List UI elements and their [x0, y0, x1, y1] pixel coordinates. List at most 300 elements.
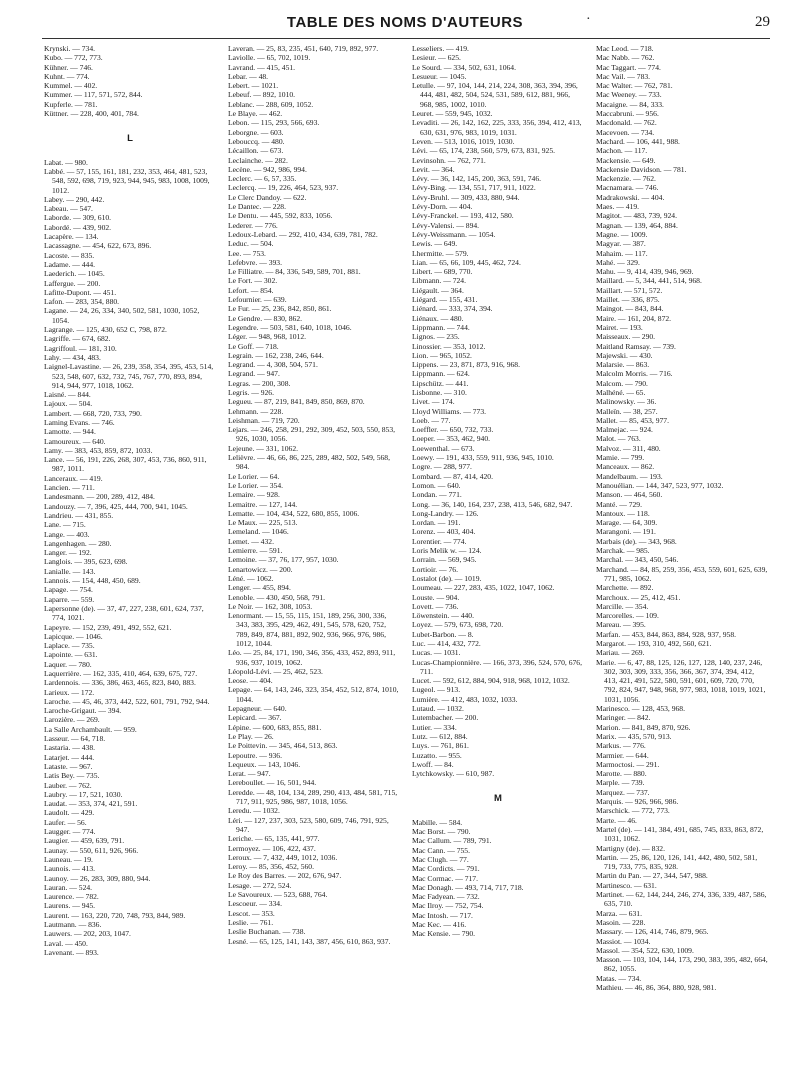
index-entry: Lhermitte. — 579.	[412, 248, 469, 258]
index-entry: Lastaria. — 438.	[44, 743, 96, 753]
index-entry: Lataste. — 967.	[44, 761, 93, 771]
index-entry: Loeffler. — 650, 732, 733.	[412, 425, 494, 435]
index-entry: Kummer. — 117, 571, 572, 844.	[44, 90, 143, 100]
index-entry: Marschick. — 772, 773.	[596, 806, 670, 816]
index-entry: Mac Callum. — 789, 791.	[412, 836, 492, 846]
index-entry: Lion. — 965, 1052.	[412, 350, 472, 360]
index-entry: Laugger. — 774.	[44, 827, 96, 837]
index-entry: Langenhagen. — 280.	[44, 538, 112, 548]
index-entry: Lévi. — 65, 174, 238, 560, 579, 673, 831, 925.	[412, 146, 556, 156]
index-entry: Marchand. — 84, 85, 259, 356, 453, 559, 601, 625, 639, 771, 985, 1062.	[596, 564, 768, 583]
index-entry: Lemaitre. — 127, 144.	[228, 499, 298, 509]
index-entry: Marte. — 46.	[596, 815, 637, 825]
index-entry: Kuhnt. — 774.	[44, 71, 90, 81]
index-entry: Lerat. — 947.	[228, 769, 271, 779]
index-entry: Massary. — 126, 414, 746, 879, 965.	[596, 927, 709, 937]
index-entry: Lequeux. — 143, 1046.	[228, 759, 301, 769]
index-entry: Lévy. — 36, 142, 145, 200, 363, 591, 746.	[412, 174, 542, 184]
index-entry: Maillart. — 571, 572.	[596, 285, 663, 295]
index-entry: Lamy. — 383, 453, 859, 872, 1033.	[44, 445, 153, 455]
index-entry: Mac Kensie. — 790.	[412, 929, 476, 939]
index-entry: Magitot. — 483, 739, 924.	[596, 211, 677, 221]
index-entry: Labat. — 980.	[44, 157, 88, 167]
index-entry: Laval. — 450.	[44, 938, 88, 948]
index-entry: Labeau. — 547.	[44, 204, 93, 214]
index-entry: Lambert. — 668, 720, 733, 790.	[44, 408, 142, 418]
index-entry: Lemoine. — 37, 76, 177, 957, 1030.	[228, 555, 339, 565]
index-columns	[44, 44, 772, 1074]
index-entry: Lewis. — 649.	[412, 239, 458, 249]
index-entry: Lapointe. — 631.	[44, 650, 98, 660]
index-entry: Lucas. — 1031.	[412, 648, 461, 658]
index-entry: Kupferle. — 781.	[44, 99, 98, 109]
index-entry: Martinet. — 62, 144, 244, 246, 274, 336, 339, 487, 586, 635, 710.	[596, 890, 767, 909]
index-entry: Lenartowicz. — 200.	[228, 564, 293, 574]
index-entry: Libmann. — 724.	[412, 276, 466, 286]
index-entry: Lebouccq. — 480.	[228, 136, 285, 146]
index-entry: Launoy. — 26, 283, 309, 880, 944.	[44, 873, 151, 883]
index-entry: Lesseliers. — 419.	[412, 44, 469, 53]
index-entry: Laborde. — 309, 610.	[44, 213, 112, 223]
index-entry: Marchette. — 892.	[596, 583, 654, 593]
index-entry: Lepoutre. — 936.	[228, 750, 282, 760]
index-entry: Lasseur. — 64, 718.	[44, 734, 106, 744]
index-entry: Lordan. — 191.	[412, 518, 461, 528]
index-entry: Lutz. — 612, 884.	[412, 731, 468, 741]
index-entry: Massiot. — 1034.	[596, 936, 651, 946]
index-entry: Marinesco. — 128, 453, 968.	[596, 704, 686, 714]
index-entry: Lancien. — 711.	[44, 483, 95, 493]
index-entry: Lytchkowsky. — 610, 987.	[412, 769, 495, 779]
index-entry: Lauber. — 762.	[44, 780, 92, 790]
index-entry: Lloyd Williams. — 773.	[412, 406, 487, 416]
index-entry: Lavrand. — 415, 451.	[228, 62, 296, 72]
index-entry: Mac Clugh. — 77.	[412, 854, 469, 864]
index-entry: Laveran. — 25, 83, 235, 451, 640, 719, 892, 977.	[228, 44, 379, 53]
index-entry: Löwenstein. — 440.	[412, 611, 475, 621]
index-entry: Leishman. — 719, 720.	[228, 415, 300, 425]
index-entry: Latis Bey. — 735.	[44, 771, 100, 781]
index-entry: Lesieur. — 625.	[412, 53, 461, 63]
index-entry: Liénard. — 333, 374, 394.	[412, 304, 493, 314]
index-entry: Lévy-Weissmann. — 1054.	[412, 229, 496, 239]
index-entry: Lanceraux. — 419.	[44, 473, 103, 483]
index-entry: Machon. — 117.	[596, 146, 648, 156]
index-entry: Le Maux. — 225, 513.	[228, 518, 298, 528]
index-entry: Martigny (de). — 832.	[596, 843, 665, 853]
index-entry: Lecène. — 942, 986, 994.	[228, 164, 307, 174]
index-entry: Legris. — 926.	[228, 387, 274, 397]
index-entry: Mahaim. — 117.	[596, 248, 648, 258]
index-entry: Ladame. — 444.	[44, 259, 96, 269]
index-entry: Laudat. — 353, 374, 421, 591.	[44, 799, 138, 809]
index-entry: Loeb. — 77.	[412, 415, 451, 425]
index-entry: Marcille. — 354.	[596, 601, 649, 611]
index-entry: Le Poittevin. — 345, 464, 513, 863.	[228, 741, 338, 751]
index-entry: Loris Melik w. — 124.	[412, 546, 482, 556]
index-entry: Lubet-Barbon. — 8.	[412, 629, 474, 639]
index-entry: Le Dentu. — 445, 592, 833, 1056.	[228, 211, 333, 221]
index-entry: Leclerc. — 6, 57, 335.	[228, 174, 297, 184]
index-entry: Le Roy des Barres. — 202, 676, 947.	[228, 871, 342, 881]
index-entry: Lapeyre. — 152, 239, 491, 492, 552, 621.	[44, 622, 172, 632]
index-entry: Lefort. — 854.	[228, 285, 274, 295]
index-entry: Le Clerc Dandoy. — 622.	[228, 192, 307, 202]
index-entry: Laederich. — 1045.	[44, 269, 105, 279]
index-entry: Mahé. — 329.	[596, 257, 640, 267]
index-entry: Lauwers. — 202, 203, 1047.	[44, 929, 131, 939]
index-entry: Lapersonne (de). — 37, 47, 227, 238, 601, 624, 737, 774, 1021.	[44, 603, 204, 623]
index-entry: Lance. — 56, 191, 226, 268, 307, 453, 736, 860, 911, 987, 1011.	[44, 455, 207, 474]
index-entry: Leduc. — 504.	[228, 239, 274, 249]
index-entry: Lematte. — 104, 434, 522, 680, 855, 1006.	[228, 508, 360, 518]
index-entry: Laudolt. — 429.	[44, 808, 95, 818]
index-entry: Lelièvre. — 46, 66, 86, 225, 289, 482, 502, 549, 568, 984.	[228, 453, 390, 472]
index-entry: Marchal. — 343, 450, 546.	[596, 555, 679, 565]
page-number: 29	[755, 14, 770, 30]
index-entry: Liégault. — 364.	[412, 285, 464, 295]
index-entry: Laugier. — 459, 639, 791.	[44, 836, 125, 846]
index-entry: Maccabruni. — 956.	[596, 109, 659, 119]
index-entry: Lwoff. — 84.	[412, 759, 454, 769]
index-entry: Lombard. — 87, 414, 420.	[412, 471, 493, 481]
index-entry: Larozière. — 269.	[44, 715, 100, 725]
index-entry: La Salle Archambault. — 959.	[44, 724, 137, 734]
index-entry: Labordé. — 439, 902.	[44, 222, 112, 232]
index-entry: Luys. — 761, 861.	[412, 741, 469, 751]
index-entry: Lignos. — 235.	[412, 332, 460, 342]
index-entry: Küttner. — 228, 400, 401, 784.	[44, 109, 139, 119]
index-entry: Lippmann. — 744.	[412, 322, 470, 332]
index-entry: Lépine. — 600, 683, 855, 881.	[228, 722, 322, 732]
index-entry: Launeau. — 19.	[44, 854, 93, 864]
index-entry: Logre. — 288, 977.	[412, 462, 472, 472]
index-entry: Lucet. — 592, 612, 884, 904, 918, 968, 1012, 1032.	[412, 676, 570, 686]
index-entry: Maisseaux. — 290.	[596, 332, 656, 342]
index-entry: Lugeol. — 913.	[412, 685, 461, 695]
index-entry: Le Fur. — 25, 236, 842, 850, 861.	[228, 304, 332, 314]
index-entry: Langer. — 192.	[44, 548, 92, 558]
index-entry: Lane. — 715.	[44, 520, 86, 530]
index-entry: Manté. — 729.	[596, 499, 642, 509]
index-entry: Mahu. — 9, 414, 439, 946, 969.	[596, 267, 694, 277]
index-entry: Le Fort. — 302.	[228, 276, 278, 286]
index-entry: Marotte. — 880.	[596, 769, 647, 779]
index-entry: Lemaire. — 928.	[228, 490, 280, 500]
index-entry: Linossier. — 353, 1012.	[412, 341, 486, 351]
index-entry: Maringer. — 842.	[596, 713, 651, 723]
index-entry: Leven. — 513, 1016, 1019, 1030.	[412, 136, 515, 146]
index-entry: Labbé. — 57, 155, 161, 181, 232, 353, 464, 481, 523, 548, 592, 698, 719, 923, 944, 945, 983, 1008, 1009, 1012.	[44, 166, 210, 195]
index-entry: Laplace. — 735.	[44, 641, 95, 651]
index-entry: Leroy. — 85, 356, 452, 560.	[228, 862, 314, 872]
index-entry: Marie. — 6, 47, 88, 125, 126, 127, 128, 140, 237, 246, 302, 303, 309, 333, 356, 366, 367, 374, 394, 412, 413, 421, 491, 522, 580, 591, 601, 609, 720, 770, 792, 824, 947, 948, 968, 977, 983, 1018, 1019, 1021, 1031, 1056.	[596, 657, 766, 704]
index-entry: Lafon. — 283, 354, 880.	[44, 297, 120, 307]
index-entry: Krynski. — 734.	[44, 44, 96, 53]
index-entry: Lacapère. — 134.	[44, 232, 99, 242]
index-entry: Mallet. — 85, 453, 977.	[596, 415, 669, 425]
index-entry: Louste. — 904.	[412, 592, 460, 602]
index-entry: Le Blaye. — 462.	[228, 109, 283, 119]
index-entry: Lermoyez. — 106, 422, 437.	[228, 843, 316, 853]
index-entry: Mac Donagh. — 493, 714, 717, 718.	[412, 882, 524, 892]
index-entry: Larieux. — 172.	[44, 687, 95, 697]
index-entry: Maillard. — 5, 344, 441, 514, 968.	[596, 276, 702, 286]
index-entry: Loyez. — 579, 673, 698, 720.	[412, 620, 504, 630]
index-entry: Marcorelles. — 109.	[596, 611, 659, 621]
index-entry: Mairet. — 193.	[596, 322, 643, 332]
index-entry: Margarot. — 193, 310, 492, 560, 621.	[596, 639, 712, 648]
index-entry: Lebon. — 115, 293, 566, 693.	[228, 118, 320, 128]
index-entry: Lesné. — 65, 125, 141, 143, 387, 456, 610, 863, 937.	[228, 936, 391, 946]
index-entry: Lévy-Valensi. — 894.	[412, 220, 480, 230]
index-entry: Leslie Buchanan. — 738.	[228, 927, 306, 937]
index-entry: Mac Ilroy. — 752, 754.	[412, 901, 484, 911]
index-entry: Magnan. — 139, 464, 884.	[596, 220, 678, 230]
index-entry: Lortioir. — 76.	[412, 564, 458, 574]
index-entry: Malhéné. — 65.	[596, 387, 646, 397]
index-entry: Lee. — 753.	[228, 248, 266, 258]
index-entry: Mackenzie. — 762.	[596, 174, 656, 184]
index-entry: Malinowsky. — 36.	[596, 397, 657, 407]
index-entry: Macnamara. — 746.	[596, 183, 659, 193]
index-entry: Léri. — 127, 237, 303, 523, 580, 609, 746, 791, 925, 947.	[228, 815, 389, 834]
index-entry: Leriche. — 65, 135, 441, 977.	[228, 834, 320, 844]
index-entry: Laffergue. — 200.	[44, 278, 101, 288]
index-entry: Léo. — 25, 84, 171, 190, 346, 356, 433, 452, 893, 911, 936, 937, 1019, 1062.	[228, 648, 396, 667]
index-entry: Legrand. — 4, 308, 504, 571.	[228, 360, 318, 370]
index-entry: Lemeland. — 1046.	[228, 527, 289, 537]
index-entry: Lumière. — 412, 483, 1032, 1033.	[412, 694, 518, 704]
index-entry: Laquerrière. — 162, 335, 410, 464, 639, 675, 727.	[44, 669, 198, 678]
index-column-1	[44, 44, 216, 957]
index-entry: Legrain. — 162, 238, 246, 644.	[228, 350, 324, 360]
index-entry: Lehmann. — 228.	[228, 406, 284, 416]
index-entry: Mariau. — 269.	[596, 648, 645, 658]
header-dot: ·	[586, 12, 591, 27]
index-entry: Leose. — 404.	[228, 676, 273, 686]
index-entry: Landesmann. — 200, 289, 412, 484.	[44, 492, 155, 502]
index-entry: Macaigne. — 84, 333.	[596, 99, 664, 109]
index-entry: Mareau. — 395.	[596, 620, 646, 630]
index-entry: Mac Intosh. — 717.	[412, 910, 473, 920]
index-entry: Lomon. — 640.	[412, 480, 461, 490]
index-entry: Malvoz. — 311, 480.	[596, 443, 661, 453]
index-entry: Manceaux. — 862.	[596, 462, 655, 472]
index-entry: Marchoux. — 25, 412, 451.	[596, 592, 681, 602]
index-entry: Laquer. — 780.	[44, 659, 92, 669]
index-entry: Lorentier. — 774.	[412, 536, 467, 546]
index-entry: Lacoste. — 835.	[44, 250, 95, 260]
index-entry: Lejars. — 246, 258, 291, 292, 309, 452, 503, 550, 853, 926, 1030, 1056.	[228, 425, 396, 444]
index-entry: Laurence. — 782.	[44, 892, 99, 902]
page-header	[40, 14, 770, 34]
index-entry: Lanialle. — 143.	[44, 566, 96, 576]
index-entry: Laurens. — 945.	[44, 901, 96, 911]
index-entry: Lévy-Bruhl. — 309, 433, 880, 944.	[412, 192, 520, 202]
index-entry: Lutaud. — 1032.	[412, 704, 464, 714]
index-entry: Luc. — 414, 432, 772.	[412, 639, 481, 648]
index-entry: Maes. — 419.	[596, 202, 640, 212]
index-entry: Leslie. — 761.	[228, 917, 274, 927]
index-entry: Launay. — 550, 611, 926, 966.	[44, 845, 139, 855]
index-entry: Livet. — 174.	[412, 397, 455, 407]
index-entry: Maingot. — 843, 844.	[596, 304, 664, 314]
index-entry: Mac Cann. — 755.	[412, 845, 470, 855]
index-entry: Manson. — 464, 560.	[596, 490, 663, 500]
index-entry: Mac Nabb. — 762.	[596, 53, 655, 63]
index-column-4	[596, 44, 768, 992]
index-entry: Lange. — 403.	[44, 529, 90, 539]
index-entry: Leuret. — 559, 945, 1032.	[412, 109, 493, 119]
index-entry: Lesueur. — 1045.	[412, 71, 467, 81]
index-entry: Lagriffoul. — 181, 310.	[44, 343, 117, 353]
index-entry: Libert. — 689, 770.	[412, 267, 473, 277]
index-entry: Lebeuf. — 892, 1010.	[228, 90, 296, 100]
index-entry: Macevoen. — 734.	[596, 127, 655, 137]
index-entry: Leblanc. — 288, 609, 1052.	[228, 99, 314, 109]
index-entry: Lescot. — 353.	[228, 908, 275, 918]
index-entry: Machard. — 106, 441, 988.	[596, 136, 680, 146]
index-entry: Lavenant. — 893.	[44, 947, 99, 957]
index-entry: Lefournier. — 639.	[228, 295, 287, 305]
section-letter: L	[127, 133, 133, 145]
index-entry: Londan. — 771.	[412, 490, 462, 500]
index-entry: Lacassagne. — 454, 622, 673, 896.	[44, 241, 152, 251]
index-entry: Lenger. — 455, 894.	[228, 583, 291, 593]
index-entry: Laignel-Lavastine. — 26, 239, 358, 354, 395, 453, 514, 523, 548, 607, 632, 732, 745, 767, 770, 893, 894, 914, 944, 977, 1018, 1062.	[44, 362, 214, 390]
index-entry: Massol. — 354, 522, 630, 1009.	[596, 945, 694, 955]
index-entry: Lapicque. — 1046.	[44, 631, 103, 641]
index-entry: Masoin. — 228.	[596, 917, 646, 927]
index-entry: Martin. — 25, 86, 120, 126, 141, 442, 480, 502, 581, 719, 733, 775, 835, 928.	[596, 852, 758, 872]
index-entry: Le Gendre. — 830, 862.	[228, 313, 303, 323]
index-entry: Leborgne. — 603.	[228, 127, 284, 137]
index-entry: Mac Weeney. — 733.	[596, 90, 662, 100]
index-entry: Loewy. — 191, 433, 559, 911, 936, 945, 1010.	[412, 453, 554, 463]
index-entry: Marquis. — 926, 966, 986.	[596, 797, 679, 807]
index-entry: Legueu. — 87, 219, 841, 849, 850, 869, 870.	[228, 397, 365, 407]
index-entry: Marfan. — 453, 844, 863, 884, 928, 937, 958.	[596, 629, 737, 639]
index-entry: Leredu. — 1032.	[228, 806, 280, 816]
index-entry: Laubry. — 17, 521, 1030.	[44, 789, 123, 799]
index-entry: Lisbonne. — 310.	[412, 387, 467, 397]
index-entry: Lorrain. — 569, 945.	[412, 555, 477, 565]
index-entry: Legrand. — 947.	[228, 369, 280, 379]
index-entry: Mac Fadyean. — 732.	[412, 892, 480, 902]
index-entry: Manouélian. — 144, 347, 523, 977, 1032.	[596, 480, 724, 490]
index-entry: Malmejac. — 924.	[596, 425, 653, 435]
index-entry: Lippmann. — 624.	[412, 369, 470, 379]
index-entry: Lescoeur. — 334.	[228, 899, 282, 909]
index-entry: Lovett. — 736.	[412, 601, 459, 611]
index-entry: Lebar. — 48.	[228, 71, 269, 81]
index-entry: Lévy-Franckel. — 193, 412, 580.	[412, 211, 514, 221]
index-entry: Lauran. — 524.	[44, 882, 93, 892]
index-entry: Lévy-Dorn. — 404.	[412, 202, 473, 212]
index-entry: Lucas-Championnière. — 166, 373, 396, 524, 570, 676, 711.	[412, 657, 582, 676]
index-entry: Liégard. — 155, 431.	[412, 295, 478, 305]
index-entry: Lutier. — 334.	[412, 722, 457, 732]
index-entry: Lagrange. — 125, 430, 652 C, 798, 872.	[44, 325, 167, 335]
index-entry: Lévy-Bing. — 134, 551, 717, 911, 1022.	[412, 183, 536, 193]
index-entry: Lepagneur. — 640.	[228, 704, 287, 714]
index-entry: Maitland Ramsay. — 739.	[596, 341, 676, 351]
index-entry: Mackensie. — 649.	[596, 155, 656, 165]
section-letter: M	[494, 793, 502, 805]
index-entry: Laroche. — 45, 46, 373, 442, 522, 601, 791, 792, 944.	[44, 696, 210, 706]
index-entry: Mac Taggart. — 774.	[596, 62, 661, 72]
index-entry: Langlois. — 395, 623, 698.	[44, 557, 128, 567]
index-entry: Leroux. — 7, 432, 449, 1012, 1036.	[228, 852, 338, 862]
index-entry: Martin du Pan. — 27, 344, 547, 988.	[596, 871, 708, 881]
index-entry: Kühner. — 746.	[44, 62, 93, 72]
index-entry: Legendre. — 503, 581, 640, 1018, 1046.	[228, 322, 352, 332]
index-entry: Mabille. — 584.	[412, 817, 463, 827]
index-entry: Le Savoureux. — 523, 688, 764.	[228, 890, 328, 900]
index-entry: Marchak. — 985.	[596, 546, 650, 556]
index-entry: Leclercq. — 19, 226, 464, 523, 937.	[228, 183, 339, 193]
index-entry: Léger. — 948, 968, 1012.	[228, 332, 307, 342]
index-entry: Marmoctosi. — 291.	[596, 759, 660, 769]
index-entry: Le Dantec. — 228.	[228, 202, 286, 212]
index-entry: Masson. — 103, 104, 144, 173, 290, 383, 395, 482, 664, 862, 1055.	[596, 955, 768, 974]
index-entry: Marion. — 841, 849, 870, 926.	[596, 722, 691, 732]
index-entry: Mackensie Davidson. — 781.	[596, 164, 687, 174]
index-entry: Malot. — 763.	[596, 434, 641, 444]
index-entry: Letulle. — 97, 104, 144, 214, 224, 308, 363, 394, 396, 444, 481, 482, 504, 524, 531, 589, 612, 881, 966, 968, 985, 1002, 1010.	[412, 81, 578, 109]
index-entry: Landrieu. — 431, 855.	[44, 510, 114, 520]
index-entry: Martel (de). — 141, 384, 491, 685, 745, 833, 863, 872, 1031, 1062.	[596, 824, 764, 844]
index-entry: Leredde. — 48, 104, 134, 289, 290, 413, 484, 581, 715, 717, 911, 925, 986, 987, 1018, 1056.	[228, 787, 398, 807]
index-entry: Marza. — 631.	[596, 908, 642, 918]
index-entry: Lafitte-Dupont. — 451.	[44, 287, 117, 297]
index-entry: Lenormant. — 15, 55, 115, 151, 189, 256, 300, 336, 343, 383, 395, 429, 462, 491, 545, 578, 620, 752, 789, 849, 874, 881, 892, 902, 936, 966, 976, 986, 1012, 1044.	[228, 611, 387, 648]
index-entry: Léné. — 1062.	[228, 573, 274, 583]
index-entry: Lippens. — 23, 871, 873, 916, 968.	[412, 360, 520, 370]
index-entry: Lahy. — 434, 483.	[44, 352, 101, 362]
index-entry: Marix. — 435, 570, 913.	[596, 731, 672, 741]
index-column-2	[228, 44, 400, 946]
index-entry: Laroche-Grigaut. — 394.	[44, 706, 122, 716]
index-entry: Le Goff. — 718.	[228, 341, 279, 351]
index-entry: Laparre. — 559.	[44, 594, 95, 604]
index-entry: Mac Kec. — 416.	[412, 920, 467, 930]
index-entry: Lian. — 65, 66, 109, 445, 462, 724.	[412, 257, 521, 267]
index-entry: Maire. — 161, 204, 872.	[596, 313, 672, 323]
index-entry: Labey. — 290, 442.	[44, 194, 105, 204]
index-entry: Marage. — 64, 309.	[596, 518, 658, 528]
index-entry: Lepage. — 64, 143, 246, 323, 354, 452, 512, 874, 1010, 1044.	[228, 685, 399, 704]
index-entry: Laviolle. — 65, 702, 1019.	[228, 53, 311, 63]
index-entry: Loumeau. — 227, 283, 435, 1022, 1047, 1062.	[412, 583, 555, 593]
index-entry: Mac Leod. — 718.	[596, 44, 654, 53]
index-entry: Kummel. — 402.	[44, 81, 98, 91]
index-entry: Lautmann. — 836.	[44, 920, 102, 930]
index-entry: Mamie. — 799.	[596, 453, 645, 463]
index-entry: Lemierre. — 591.	[228, 546, 283, 556]
index-entry: Ledoux-Lebard. — 292, 410, 434, 639, 781, 782.	[228, 229, 378, 239]
index-entry: Lorenz. — 403, 404.	[412, 527, 476, 537]
index-entry: Luzatto. — 955.	[412, 750, 462, 760]
index-entry: Malcolm Morris. — 716.	[596, 369, 673, 379]
index-column-3	[412, 44, 584, 939]
index-entry: Le Lorier. — 354.	[228, 480, 284, 490]
index-entry: Marbais (de). — 343, 968.	[596, 536, 677, 546]
index-entry: Lannois. — 154, 448, 450, 689.	[44, 576, 141, 586]
index-entry: Le Lorier. — 64.	[228, 471, 280, 481]
index-entry: Malleïn. — 38, 257.	[596, 406, 658, 416]
